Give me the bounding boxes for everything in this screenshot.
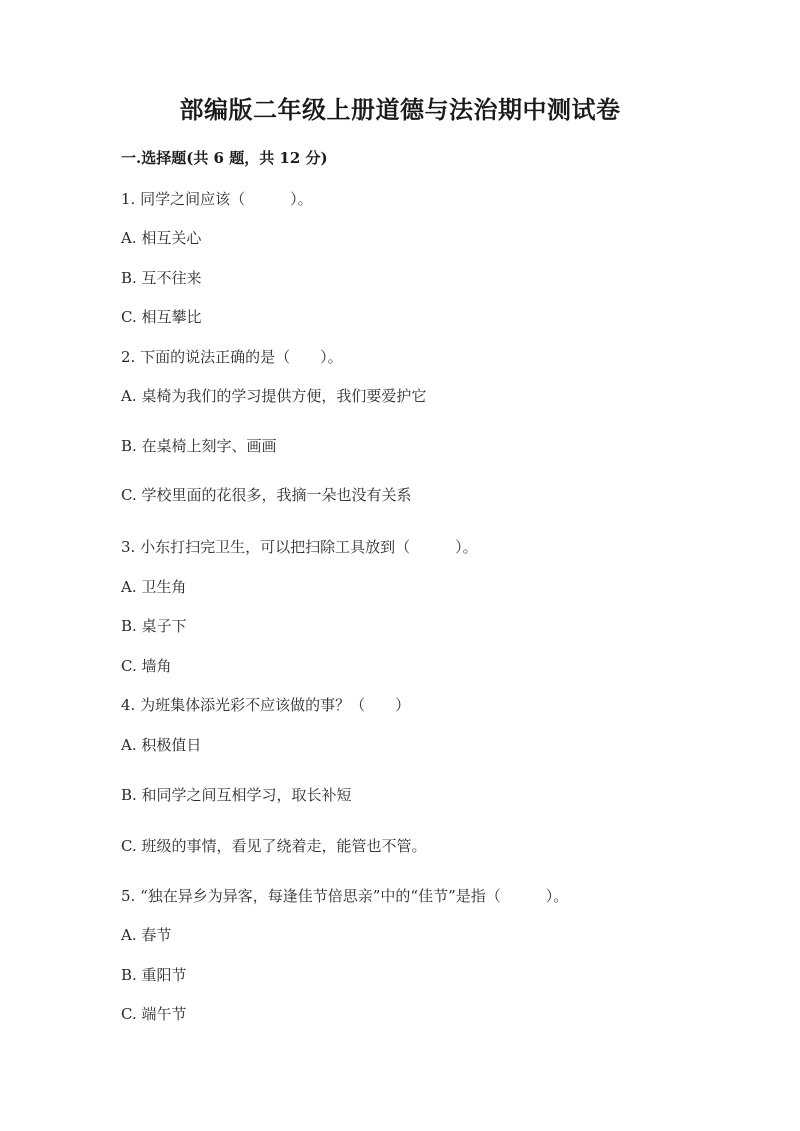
question-5-option-b: B. 重阳节: [121, 966, 187, 984]
question-1-option-c: C. 相互攀比: [121, 308, 202, 326]
question-2-option-c: C. 学校里面的花很多，我摘一朵也没有关系: [121, 486, 412, 504]
question-1-option-a: A. 相互关心: [121, 229, 202, 247]
question-3-option-b: B. 桌子下: [121, 617, 187, 635]
question-4-option-a: A. 积极值日: [121, 736, 202, 754]
question-4-option-c: C. 班级的事情，看见了绕着走，能管也不管。: [121, 837, 427, 855]
question-3-option-a: A. 卫生角: [121, 578, 187, 596]
question-1-option-b: B. 互不往来: [121, 269, 202, 287]
question-2-option-a: A. 桌椅为我们的学习提供方便，我们要爱护它: [121, 387, 427, 405]
question-4-option-b: B. 和同学之间互相学习，取长补短: [121, 786, 352, 804]
question-1-stem: 1. 同学之间应该（ ）。: [121, 190, 313, 208]
question-4-stem: 4. 为班集体添光彩不应该做的事？（ ）: [121, 696, 411, 714]
question-5-option-c: C. 端午节: [121, 1005, 187, 1023]
question-5-option-a: A. 春节: [121, 926, 172, 944]
exam-title: 部编版二年级上册道德与法治期中测试卷: [179, 95, 621, 124]
question-2-stem: 2. 下面的说法正确的是（ ）。: [121, 348, 343, 366]
question-3-stem: 3. 小东打扫完卫生，可以把扫除工具放到（ ）。: [121, 538, 478, 556]
section-heading: 一.选择题(共 6 题，共 12 分): [121, 149, 328, 167]
question-2-option-b: B. 在桌椅上刻字、画画: [121, 437, 277, 455]
question-5-stem: 5. “独在异乡为异客，每逢佳节倍思亲”中的“佳节”是指（ ）。: [121, 887, 569, 905]
question-3-option-c: C. 墙角: [121, 657, 172, 675]
